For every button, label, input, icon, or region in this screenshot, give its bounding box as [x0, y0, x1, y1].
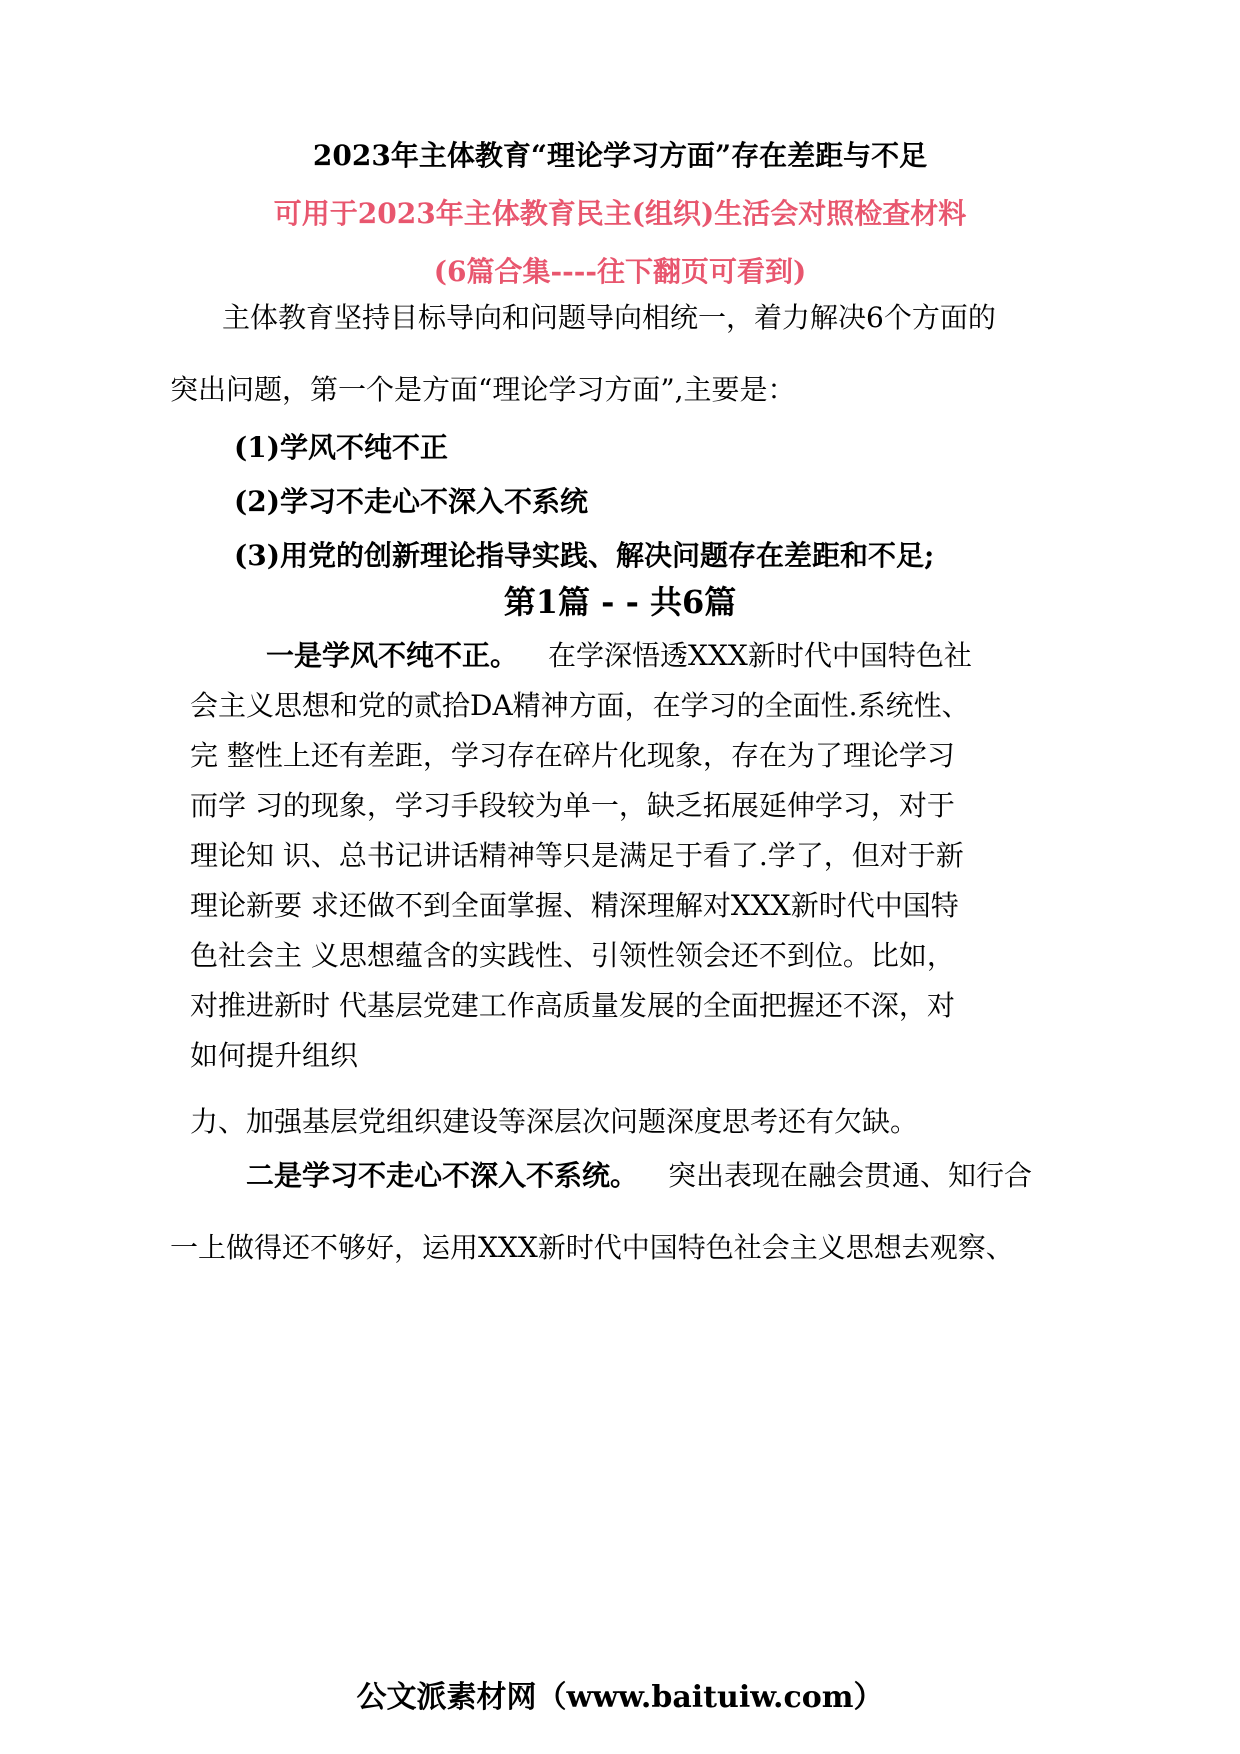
section1-line: 对推进新时 代基层党建工作高质量发展的全面把握还不深，对	[190, 989, 955, 1022]
section2-lead: 二是学习不走心不深入不系统。	[246, 1159, 639, 1192]
section1-line: 如何提升组织	[190, 1039, 359, 1072]
section2-first-line	[246, 1158, 1032, 1194]
section2-line: 一上做得还不够好，运用XXX新时代中国特色社会主义思想去观察、	[170, 1231, 1014, 1264]
section1-first-line-rest: 在学深悟透XXX新时代中国特色社	[548, 639, 972, 672]
section1-line: 力、加强基层党组织建设等深层次问题深度思考还有欠缺。	[190, 1105, 919, 1138]
section1-line: 完 整性上还有差距，学习存在碎片化现象，存在为了理论学习	[190, 739, 955, 772]
intro-line-1: 主体教育坚持目标导向和问题导向相统一，着力解决6个方面的	[222, 301, 996, 334]
intro-line-2: 突出问题，第一个是方面“理论学习方面”,主要是：	[170, 373, 796, 406]
section1-line: 会主义思想和党的贰拾DA精神方面，在学习的全面性.系统性、	[190, 689, 970, 722]
section1-line: 理论知 识、总书记讲话精神等只是满足于看了.学了，但对于新	[190, 839, 964, 872]
point-1: (1)学风不纯不正	[234, 431, 448, 464]
part-heading: 第1篇 - - 共6篇	[503, 583, 737, 621]
section1-first-line	[266, 638, 972, 674]
document-subtitle-collection: (6篇合集----往下翻页可看到)	[433, 255, 807, 288]
section1-lead: 一是学风不纯不正。	[266, 639, 519, 672]
document-subtitle: 可用于2023年主体教育民主(组织)生活会对照检查材料	[273, 197, 967, 230]
section1-line: 色社会主 义思想蕴含的实践性、引领性领会还不到位。比如，	[190, 939, 955, 972]
section1-line: 而学 习的现象，学习手段较为单一，缺乏拓展延伸学习，对于	[190, 789, 955, 822]
section2-first-line-rest: 突出表现在融会贯通、知行合	[668, 1159, 1033, 1192]
document-title: 2023年主体教育“理论学习方面”存在差距与不足	[312, 139, 928, 172]
point-2: (2)学习不走心不深入不系统	[234, 485, 588, 518]
section1-line: 理论新要 求还做不到全面掌握、精深理解对XXX新时代中国特	[190, 889, 959, 922]
point-3: (3)用党的创新理论指导实践、解决问题存在差距和不足;	[234, 539, 935, 572]
footer-source: 公文派素材网（www.baituiw.com）	[356, 1680, 884, 1715]
